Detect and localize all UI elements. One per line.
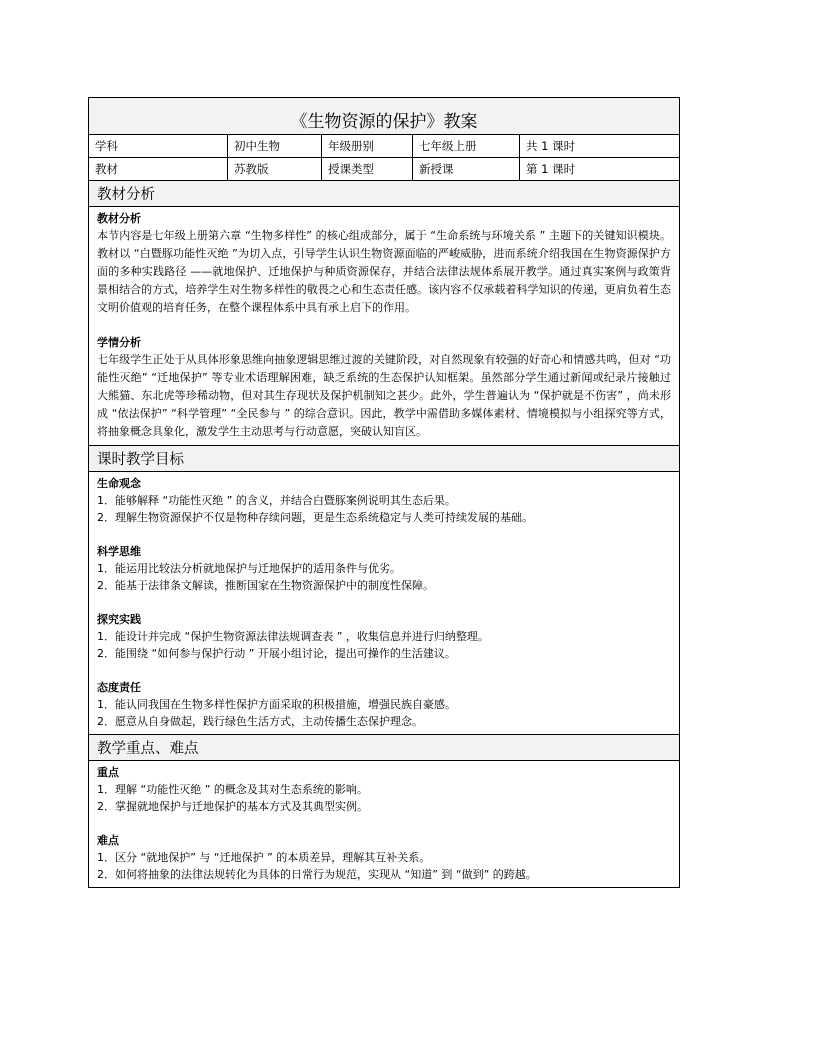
document-title: 《生物资源的保护》教案 (89, 98, 679, 135)
student-analysis-title: 学情分析 (97, 336, 141, 349)
objective-item: 2．愿意从自身做起，践行绿色生活方式，主动传播生态保护理念。 (97, 715, 423, 728)
student-analysis-text: 七年级学生正处于从具体形象思维向抽象逻辑思维过渡的关键阶段，对自然现象有较强的好奇心和情感共鸣，但对 “功能性灭绝” “迁地保护” 等专业术语理解困难，缺乏系统的生态保护认知框架。虽然部分学生通过新闻或纪录片接触过大熊猫、东北虎等珍稀动物，但对其生存现状及保护机制知之甚少。此外，学生普遍认为 “保护就是不伤害” ，尚未形成 “依法保护” “科学管理” “全民参与 ” 的综合意识。因此，教学中需借助多媒体素材、情境模拟与小组探究等方式，将抽象概念具象化，激发学生主动思考与行动意愿，突破认知盲区。 (97, 353, 671, 438)
objective-item: 2．能基于法律条文解读，推断国家在生物资源保护中的制度性保障。 (97, 579, 434, 592)
keypoint-item: 2．掌握就地保护与迁地保护的基本方式及其典型实例。 (97, 800, 368, 813)
subject-label: 学科 (89, 135, 228, 157)
lesson-type-label: 授课类型 (322, 158, 413, 180)
info-row-2 (89, 158, 679, 181)
objective-group-title: 生命观念 (97, 477, 141, 490)
grade-value: 七年级上册 (413, 135, 520, 157)
objective-group-title: 态度责任 (97, 681, 141, 694)
keypoints-heading: 教学重点、难点 (89, 735, 679, 761)
objective-item: 1．能认同我国在生物多样性保护方面采取的积极措施，增强民族自豪感。 (97, 698, 456, 711)
material-analysis-text: 本节内容是七年级上册第六章 “生物多样性” 的核心组成部分，属于 “生命系统与环境关系 ” 主题下的关键知识模块。教材以 “白暨豚功能性灭绝 ”为切入点，引导学生认识生物资源面临的严峻威胁，进而系统介绍我国在生物资源保护方面的多种实践路径 ——就地保护、迁地保护与种质资源保存，并结合法律法规体系展开教学。通过真实案例与政策背景相结合的方式，培养学生对生物多样性的敬畏之心和生态责任感。该内容不仅承载着科学知识的传递，更肩负着生态文明价值观的培育任务，在整个课程体系中具有承上启下的作用。 (97, 229, 671, 314)
objective-group-title: 科学思维 (97, 545, 141, 558)
textbook-value: 苏教版 (228, 158, 322, 180)
objectives-section (89, 472, 679, 735)
subject-value: 初中生物 (228, 135, 322, 157)
objective-item: 1．能设计并完成 “保护生物资源法律法规调查表 ” ，收集信息并进行归纳整理。 (97, 630, 489, 643)
textbook-label: 教材 (89, 158, 228, 180)
difficulty-item: 2．如何将抽象的法律法规转化为具体的日常行为规范，实现从 “知道” 到 “做到” 的跨越。 (97, 868, 537, 881)
objectives-heading: 课时教学目标 (89, 446, 679, 472)
total-periods: 共 1 课时 (526, 139, 576, 153)
analysis-section (89, 207, 679, 446)
difficulty-group-title: 难点 (97, 834, 119, 847)
objective-item: 1．能够解释 “功能性灭绝 ” 的含义，并结合白暨豚案例说明其生态后果。 (97, 494, 456, 507)
info-row-1 (89, 135, 679, 158)
difficulty-item: 1．区分 “就地保护” 与 “迁地保护 ” 的本质差异，理解其互补关系。 (97, 851, 431, 864)
lesson-plan-document (88, 97, 680, 888)
material-analysis-title: 教材分析 (97, 212, 141, 225)
grade-label: 年级册别 (322, 135, 413, 157)
keypoint-group-title: 重点 (97, 766, 119, 779)
objective-group-title: 探究实践 (97, 613, 141, 626)
lesson-type-value: 新授课 (413, 158, 520, 180)
objective-item: 1．能运用比较法分析就地保护与迁地保护的适用条件与优劣。 (97, 562, 401, 575)
objective-item: 2．能围绕 “如何参与保护行动 ” 开展小组讨论，提出可操作的生活建议。 (97, 647, 456, 660)
current-period: 第 1 课时 (526, 162, 576, 176)
objective-item: 2．理解生物资源保护不仅是物种存续问题，更是生态系统稳定与人类可持续发展的基础。 (97, 511, 533, 524)
keypoints-section (89, 761, 679, 887)
keypoint-item: 1．理解 “功能性灭绝 ” 的概念及其对生态系统的影响。 (97, 783, 368, 796)
analysis-heading: 教材分析 (89, 181, 679, 207)
